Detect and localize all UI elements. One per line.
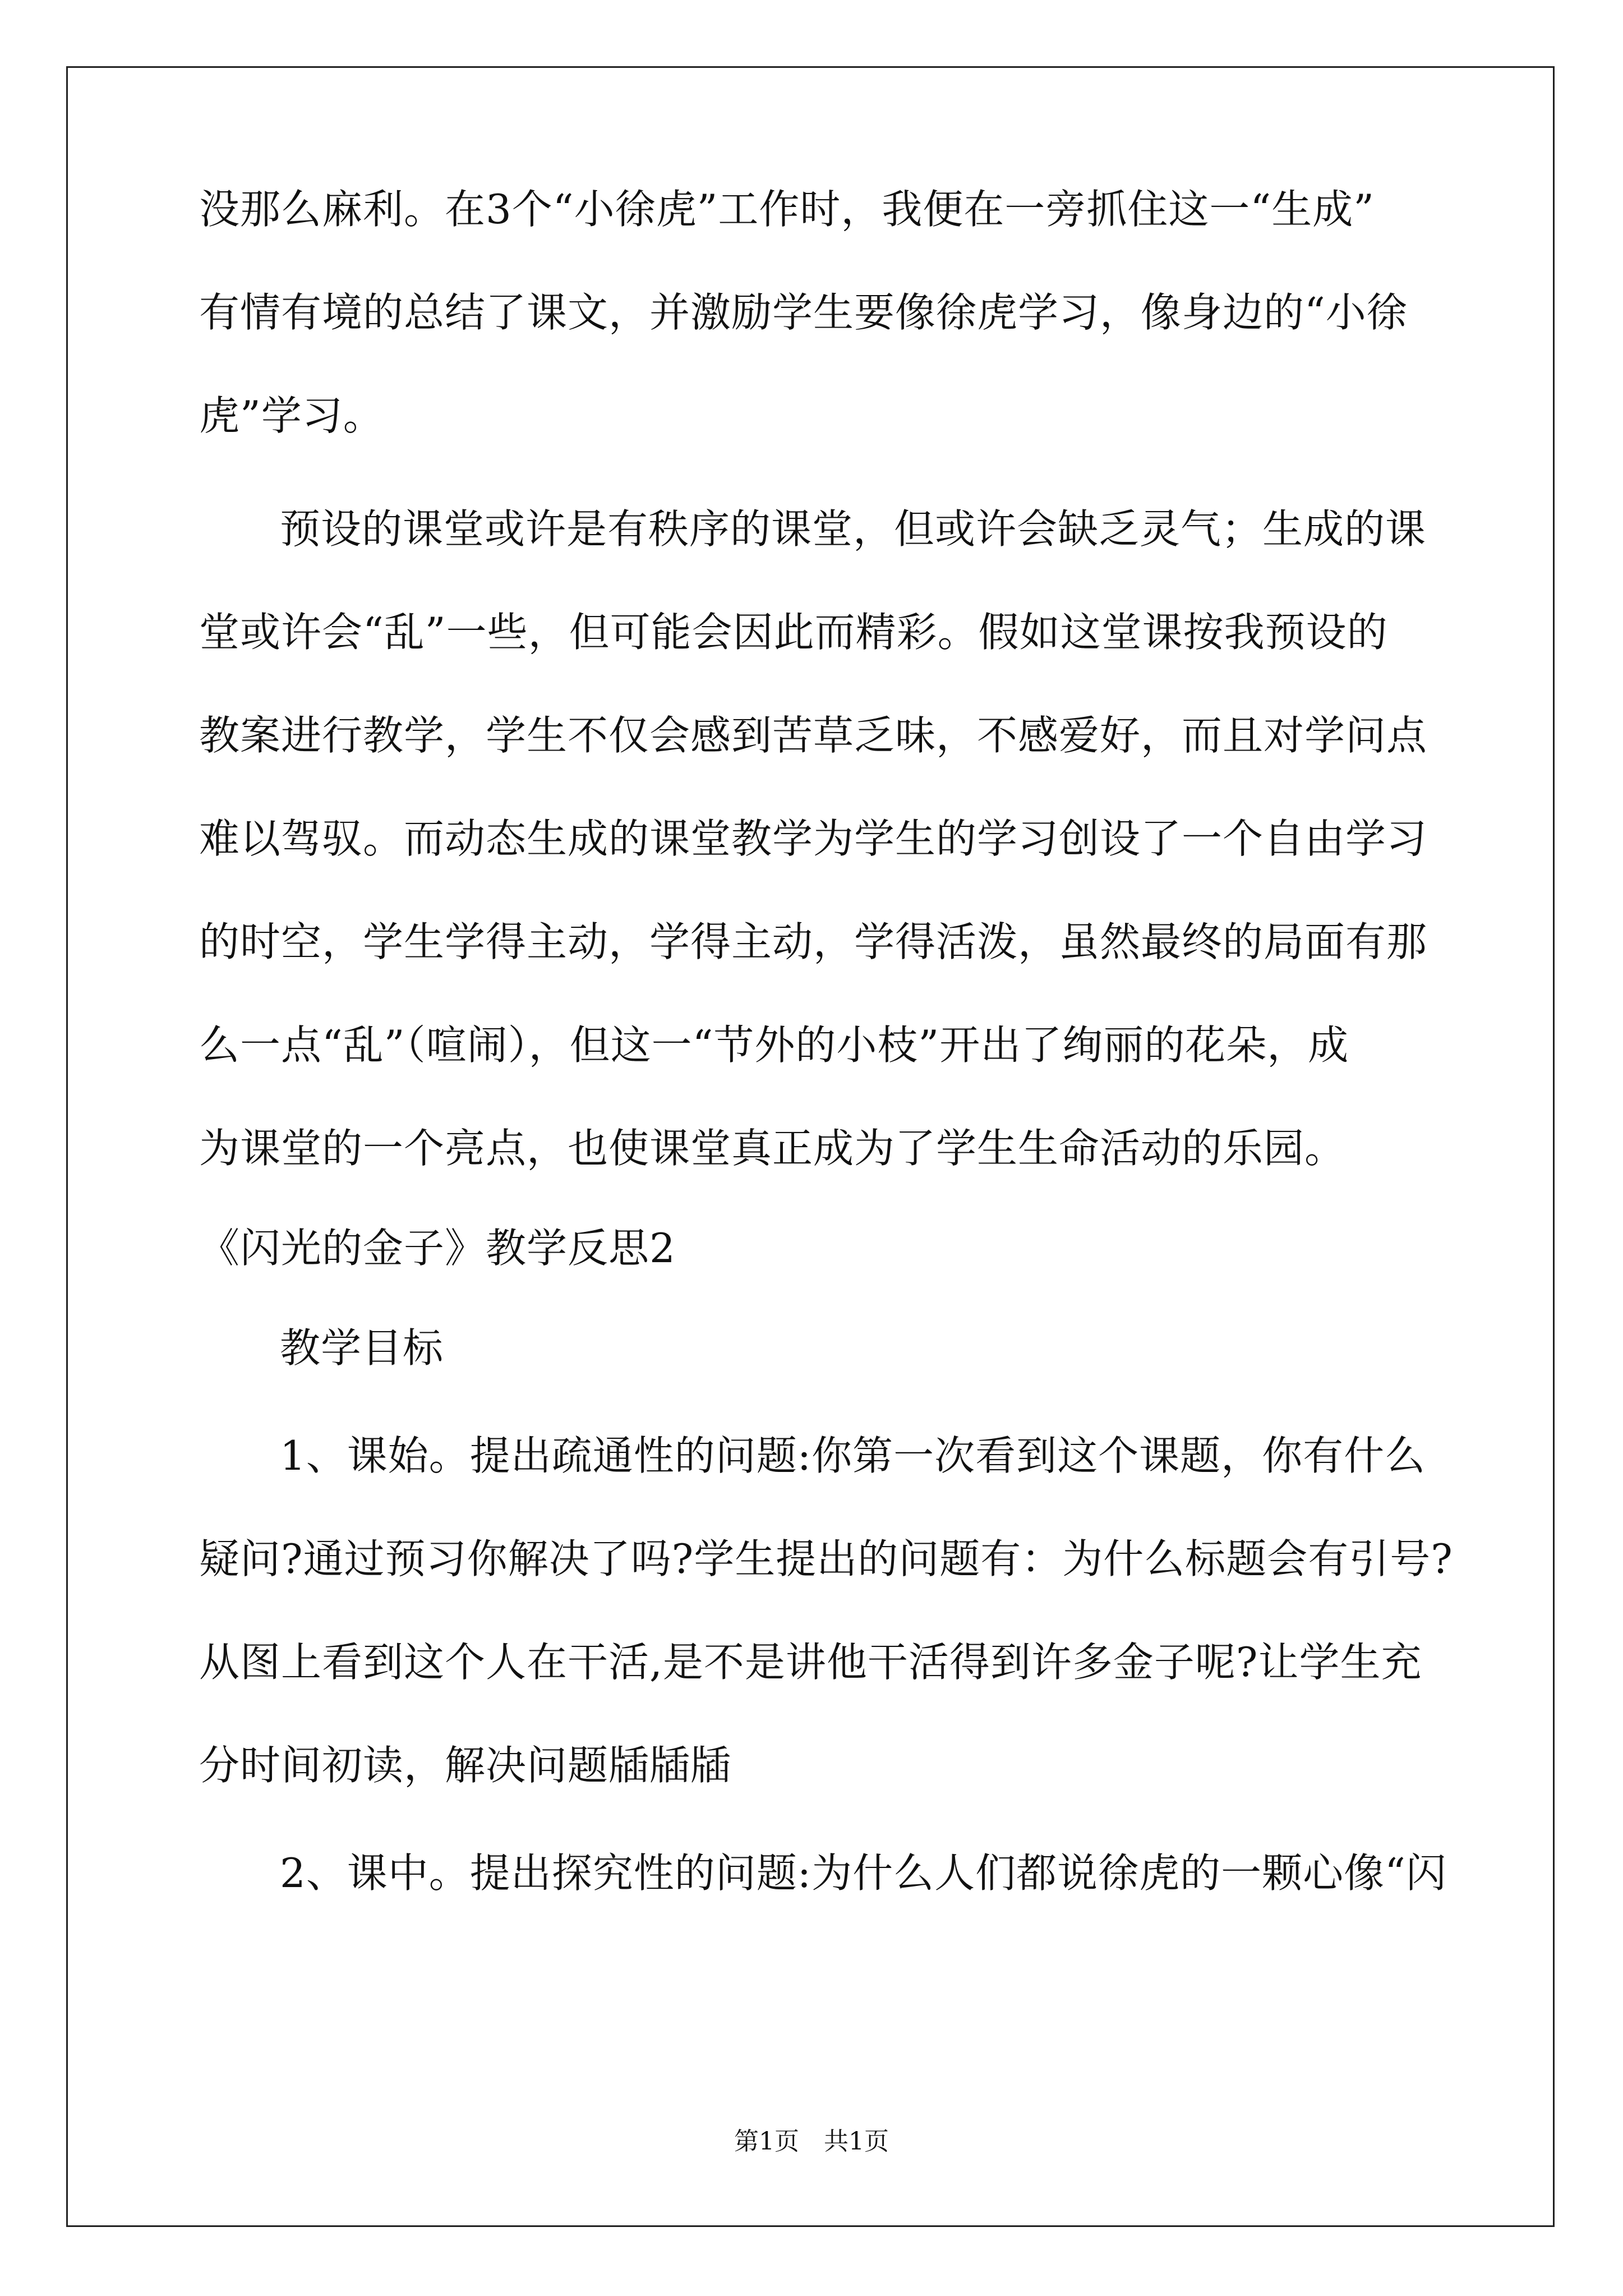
paragraph-line: 2、课中。提出探究性的问题:为什么人们都说徐虎的一颗心像“闪: [280, 1849, 1447, 1897]
paragraph-line: 么一点“乱”（喧闹），但这一“节外的小枝”开出了绚丽的花朵，成: [199, 1022, 1349, 1069]
paragraph-line: 的时空，学生学得主动，学得主动，学得活泼，虽然最终的局面有那: [199, 918, 1428, 965]
paragraph-line: 难以驾驭。而动态生成的课堂教学为学生的学习创设了一个自由学习: [199, 815, 1428, 862]
paragraph-line: 教案进行教学，学生不仅会感到苦草乏味，不感爱好，而且对学问点: [199, 712, 1428, 759]
paragraph-line: 有情有境的总结了课文，并激励学生要像徐虎学习，像身边的“小徐: [199, 289, 1408, 336]
paragraph-line: 没那么麻利。在3个“小徐虎”工作时，我便在一旁抓住这一“生成”: [199, 186, 1375, 233]
paragraph-line: 预设的课堂或许是有秩序的课堂，但或许会缺乏灵气；生成的课: [280, 505, 1427, 553]
subheading: 教学目标: [280, 1324, 444, 1372]
paragraph-line: 虎”学习。: [199, 392, 384, 439]
paragraph-line: 堂或许会“乱”一些，但可能会因此而精彩。假如这堂课按我预设的: [199, 609, 1388, 656]
paragraph-line: 为课堂的一个亮点，也使课堂真正成为了学生生命活动的乐园。: [199, 1125, 1346, 1172]
page-number: 第1页 共1页: [734, 2127, 889, 2156]
paragraph-line: 1、课始。提出疏通性的问题:你第一次看到这个课题，你有什么: [280, 1432, 1426, 1479]
paragraph-line: 从图上看到这个人在干活,是不是讲他干活得到许多金子呢?让学生充: [199, 1639, 1422, 1686]
section-heading: 《闪光的金子》教学反思2: [199, 1225, 676, 1272]
paragraph-line: 疑问?通过预习你解决了吗?学生提出的问题有：为什么标题会有引号?: [199, 1535, 1453, 1582]
paragraph-line: 分时间初读，解决问题牐牐牐: [199, 1742, 732, 1789]
